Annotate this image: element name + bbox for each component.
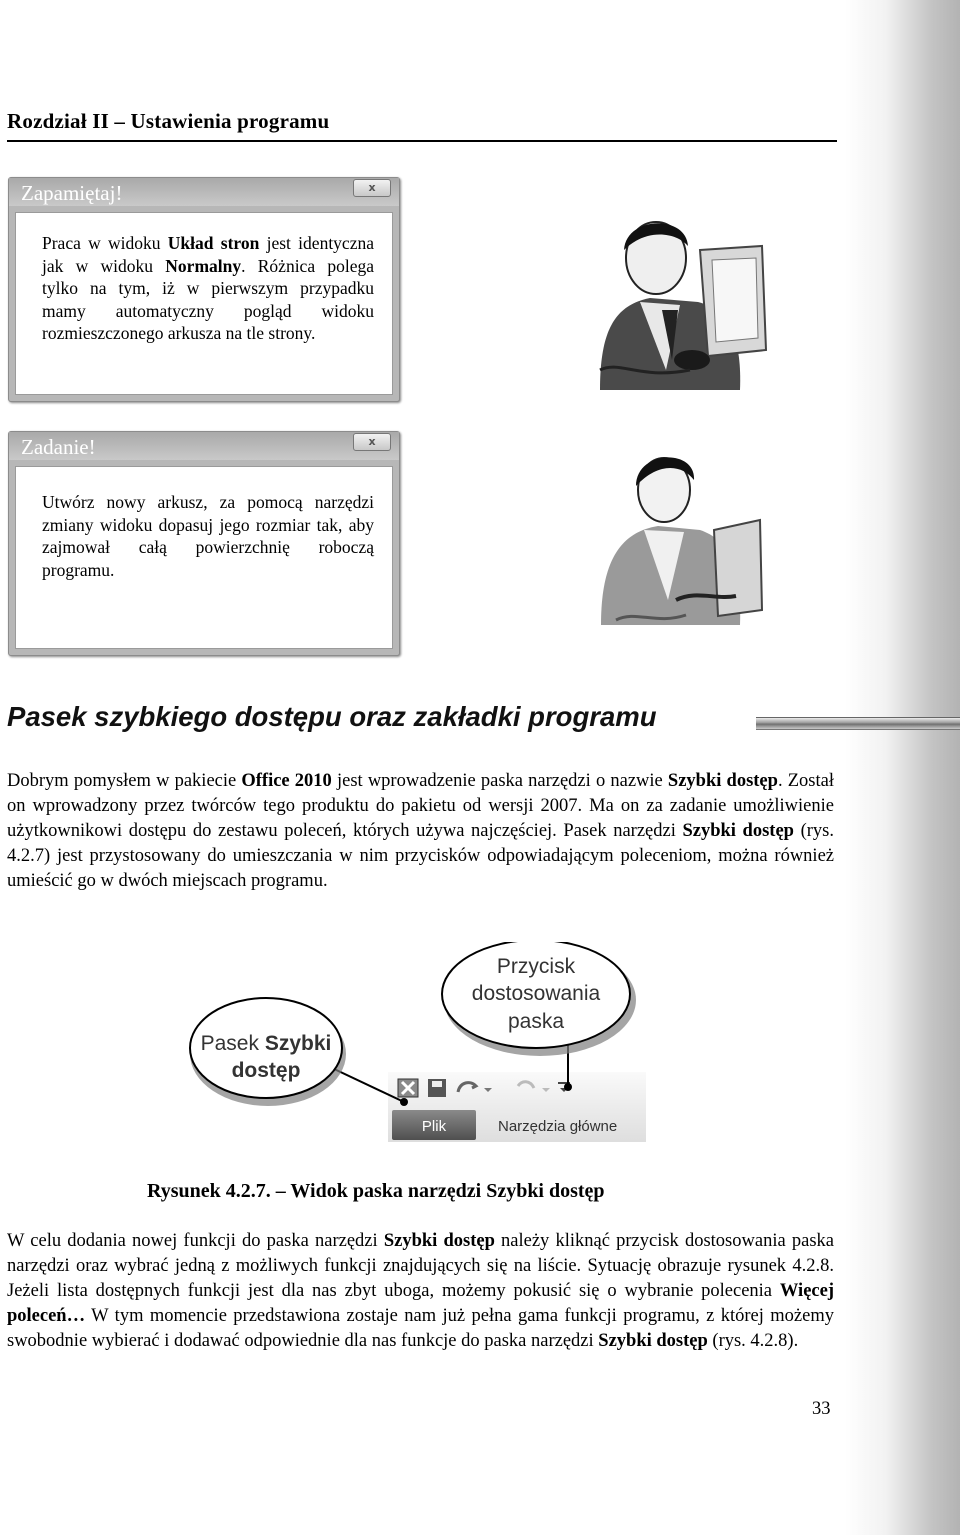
tab-file-label: Plik xyxy=(421,1118,447,1135)
task-box-text: Utwórz nowy arkusz, za pomocą narzędzi zmiany widoku dopasuj jego rozmiar tak, aby zajmował całą powierzchnię roboczą programu. xyxy=(15,466,393,649)
more-commands-emphasis: Więcej poleceń… xyxy=(7,1281,834,1326)
businessman-at-computer-illustration xyxy=(580,210,770,390)
note-box-title: Zapamiętaj! xyxy=(21,181,123,205)
task-box-close-button[interactable]: x xyxy=(353,433,391,451)
note-box xyxy=(8,177,400,402)
paragraph-text: . Został on wprowadzony przez twórców tego produktu do pakietu od wersji 2007. Ma on za zadanie umożliwienie użytkownikowi dostępu do zestawu poleceń, których używa najczęściej. Pasek narzędzi xyxy=(7,771,834,841)
task-box xyxy=(8,431,400,656)
note-text: Praca w widoku xyxy=(42,233,168,253)
note-emphasis-normal: Normalny xyxy=(165,255,242,276)
paragraph-text: należy kliknąć przycisk dostosowania paska narzędzi oraz wybrać jedną z możliwych funkcji znajdujących się na liście. Sytuację obrazuje rysunek 4.2.8. Jeżeli lista dostępnych funkcji jest dla nas zbyt uboga, możemy pokusić się o wybranie polecenia xyxy=(7,1231,834,1301)
note-emphasis-layout: Układ stron xyxy=(167,233,260,253)
paragraph-text: (rys. 4.2.8). xyxy=(707,1331,799,1351)
note-box-titlebar xyxy=(9,178,399,206)
callout-customize-line3: paska xyxy=(507,1010,565,1033)
note-text: . Różnica polega tylko na tym, iż w pierwszym przypadku mamy automatyczny pogląd widoku rozmieszczonego arkusza na tle strony. xyxy=(42,255,374,343)
paragraph-text: Dobrym pomysłem w pakiecie xyxy=(7,771,242,791)
callout-customize-line1: Przycisk xyxy=(496,955,576,978)
woman-at-computer-illustration xyxy=(596,450,766,625)
callout-quick-access-line2: dostęp xyxy=(231,1059,301,1082)
tab-home-label[interactable]: Narzędzia główne xyxy=(498,1118,618,1135)
page-number: 33 xyxy=(812,1399,831,1419)
quick-access-emphasis: Szybki dostęp xyxy=(383,1231,495,1251)
paragraph-text: W celu dodania nowej funkcji do paska narzędzi xyxy=(7,1231,384,1251)
figure-caption: Rysunek 4.2.7. – Widok paska narzędzi Szybki dostęp xyxy=(147,1180,605,1202)
paragraph-text: jest wprowadzenie paska narzędzi o nazwie xyxy=(331,771,668,791)
paragraph-text: (rys. 4.2.7) jest przystosowany do umieszczania w nim przycisków odpowiadającym poleceniom, można również umieścić go w dwóch miejscach programu. xyxy=(7,821,834,891)
note-box-close-button[interactable]: x xyxy=(353,179,391,197)
task-box-titlebar xyxy=(9,432,399,460)
quick-access-emphasis: Szybki dostęp xyxy=(667,771,778,791)
callout-quick-access-line1: Pasek Szybki xyxy=(200,1032,332,1055)
callout-customize-line2: dostosowania xyxy=(471,982,601,1005)
quick-access-emphasis: Szybki dostęp xyxy=(598,1331,708,1351)
excel-icon[interactable] xyxy=(398,1079,418,1097)
save-icon[interactable] xyxy=(428,1079,446,1097)
instructions-paragraph xyxy=(7,1229,834,1354)
page-edge-shadow xyxy=(845,0,960,1535)
office-version-emphasis: Office 2010 xyxy=(241,771,332,791)
intro-paragraph xyxy=(7,769,834,894)
note-box-text xyxy=(15,212,393,395)
note-text: jest identyczna jak w widoku xyxy=(42,233,374,276)
paragraph-text: W tym momencie przedstawiona zostaje nam już pełna gama funkcji programu, z której możemy swobodnie wybierać i dodawać odpowiednie dla nas funkcje do paska narzędzi xyxy=(7,1306,834,1351)
quick-access-emphasis: Szybki dostęp xyxy=(682,821,794,841)
section-heading: Pasek szybkiego dostępu oraz zakładki programu xyxy=(7,701,657,732)
task-box-title: Zadanie! xyxy=(21,435,96,459)
chapter-header: Rozdział II – Ustawienia programu xyxy=(7,109,837,142)
quick-access-toolbar-figure xyxy=(188,942,658,1147)
section-decorative-bar xyxy=(756,717,960,730)
